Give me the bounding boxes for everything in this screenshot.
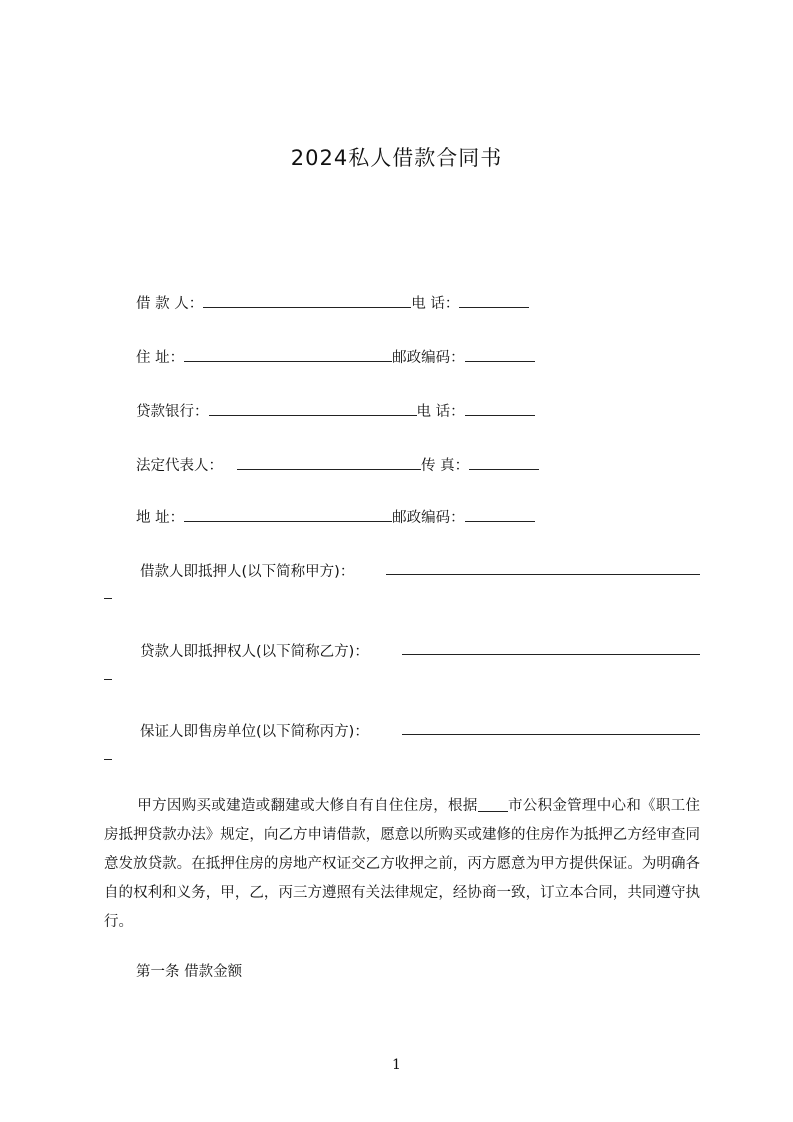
bank-row [136,400,535,421]
postcode1-blank[interactable] [465,347,535,362]
party-c-label: 保证人即售房单位(以下简称丙方)： [140,724,369,740]
party-b-blank-continuation [104,679,112,680]
fax-blank[interactable] [469,455,539,470]
article-1-heading: 第一条 借款金额 [136,964,243,980]
phone2-label: 电 话： [416,404,465,420]
party-a-blank[interactable] [386,573,700,575]
city-blank[interactable] [478,799,508,812]
party-c-blank-continuation [104,759,112,760]
party-a-label: 借款人即抵押人(以下简称甲方)： [140,564,355,580]
address1-blank[interactable] [184,347,392,362]
phone1-blank[interactable] [459,293,529,308]
preamble-text-1: 甲方因购买或建造或翻建或大修自有自住住房，根据 [137,798,478,814]
preamble-paragraph [104,792,700,937]
address2-label: 地 址： [136,510,185,526]
phone1-label: 电 话： [411,296,460,312]
party-b-blank[interactable] [402,653,700,655]
borrower-blank[interactable] [203,293,411,308]
postcode2-blank[interactable] [465,507,535,522]
party-c-blank[interactable] [402,733,700,735]
page-number: 1 [392,1057,401,1073]
document-title: 2024私人借款合同书 [290,146,503,170]
legal-rep-label: 法定代表人： [136,458,223,474]
fax-label: 传 真： [421,458,470,474]
legal-rep-row [136,454,539,475]
address1-row [136,346,535,367]
party-b-label: 贷款人即抵押权人(以下简称乙方)： [140,644,369,660]
party-a-blank-continuation [104,598,112,599]
phone2-blank[interactable] [465,401,535,416]
bank-blank[interactable] [209,401,417,416]
borrower-row [136,292,529,313]
legal-rep-blank[interactable] [237,455,421,470]
borrower-label: 借 款 人： [136,296,204,312]
postcode2-label: 邮政编码： [392,510,465,526]
bank-label: 贷款银行： [136,404,209,420]
address2-row [136,506,535,527]
address1-label: 住 址： [136,350,185,366]
postcode1-label: 邮政编码： [392,350,465,366]
address2-blank[interactable] [184,507,392,522]
preamble-text-2: 市公积金管理中心和《职工住房抵押贷款办法》规定，向乙方申请借款，愿意以所购买或建修的住房作为抵押乙方经审查同意发放贷款。在抵押住房的房地产权证交乙方收押之前，丙方愿意为甲方提供保证。为明确各自的权利和义务，甲，乙，丙三方遵照有关法律规定，经协商一致，订立本合同，共同遵守执行。 [104,798,701,930]
